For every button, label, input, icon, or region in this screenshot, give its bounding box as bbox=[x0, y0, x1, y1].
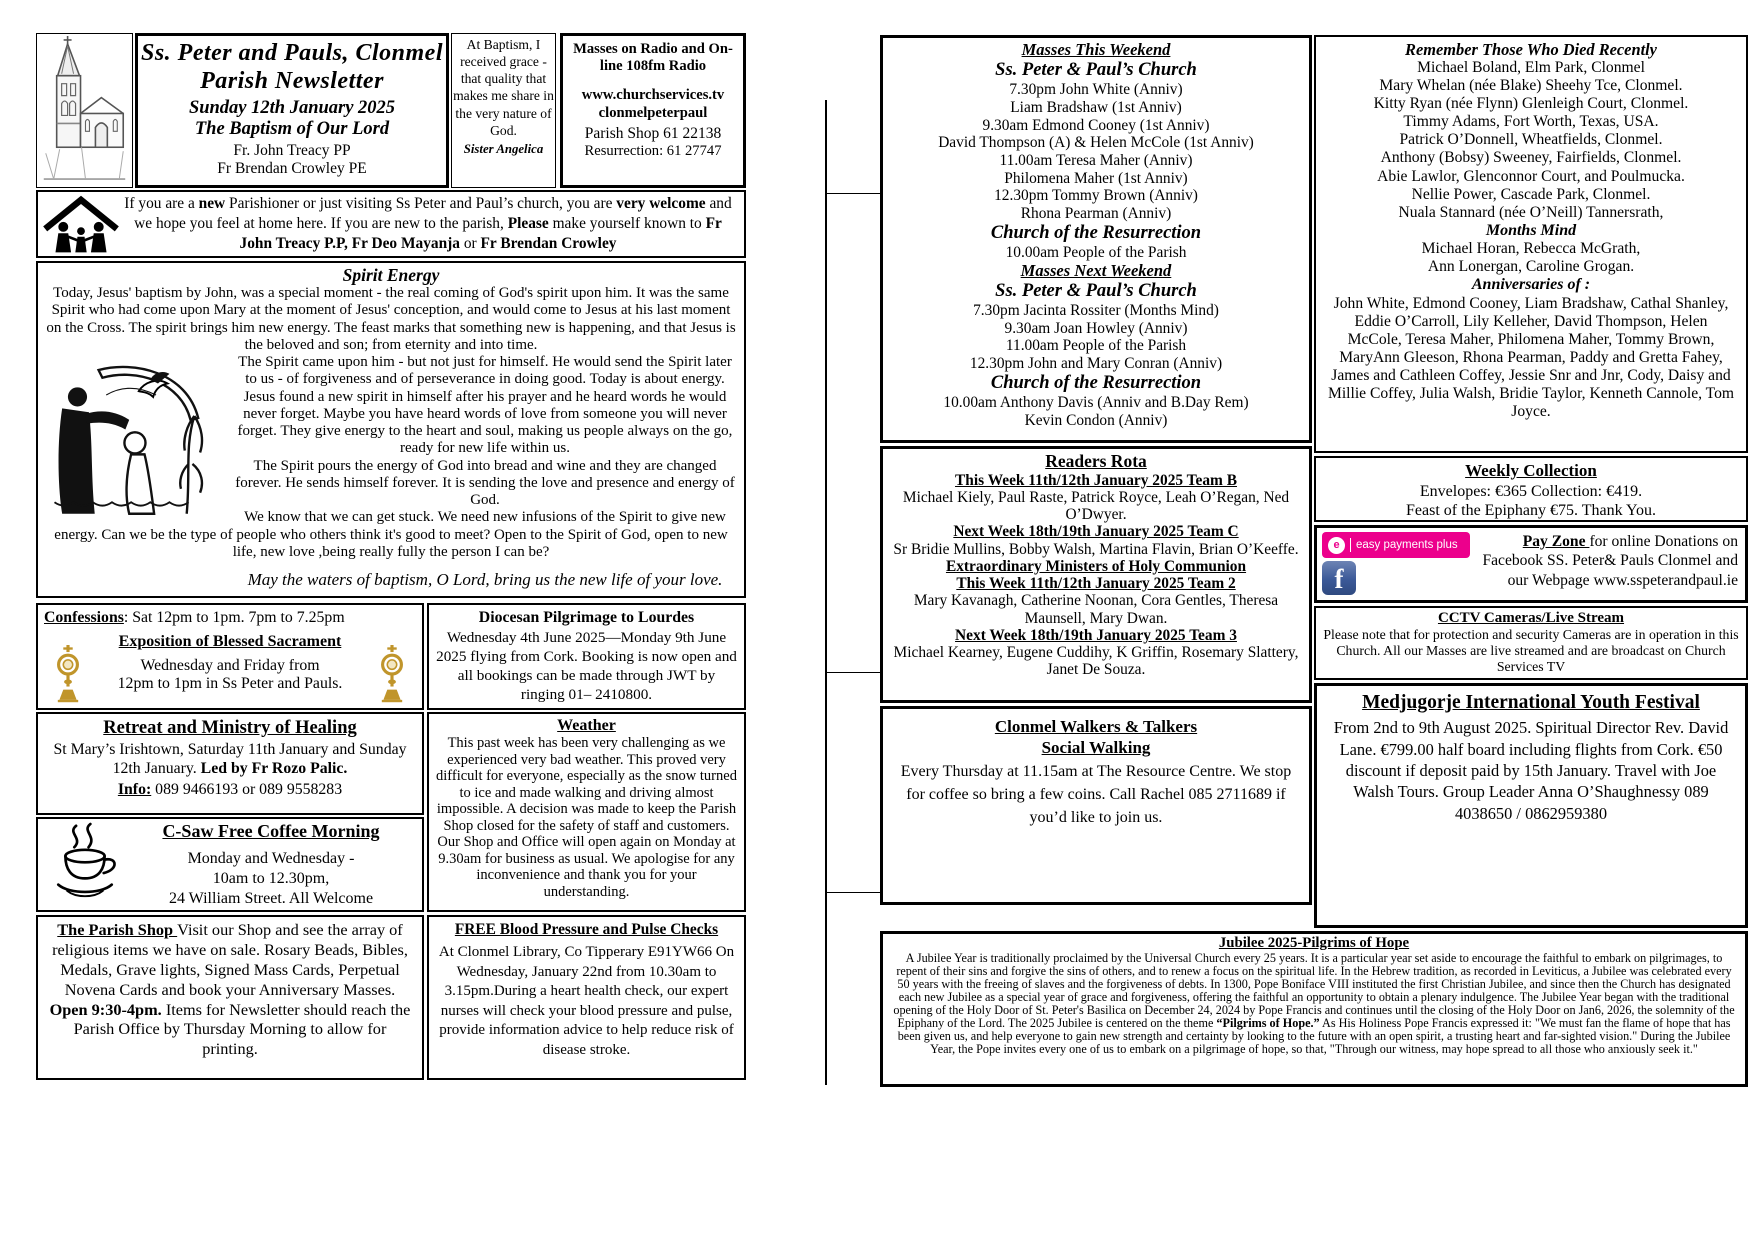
months-mind-title: Months Mind bbox=[1485, 221, 1577, 239]
monstrance-icon bbox=[378, 645, 406, 703]
readers-rota-box bbox=[880, 446, 1312, 703]
parish-shop-phone: Parish Shop 61 22138 bbox=[584, 124, 722, 142]
resurrection-phone: Resurrection: 61 27747 bbox=[584, 143, 722, 160]
church-photo-box bbox=[36, 33, 133, 188]
article-paragraph-2: The Spirit came upon him - but not just for himself. He would send the Spirit later to us - of forgiveness and of perseverance in doing good. Today is about energy. Jesus found a new spirit in himself after his prayer and he heard words he would never forget. Maybe you have heard words of love from someone you will never forget. They give energy to the heart and soul, making us people always on the go, ready for new life within us. bbox=[237, 354, 733, 457]
cctv-notice-box bbox=[1314, 606, 1748, 680]
pay-zone-box bbox=[1314, 525, 1748, 603]
exposition-line-1: Wednesday and Friday from bbox=[140, 657, 320, 674]
medjugorje-festival-box bbox=[1314, 683, 1748, 928]
rota-week-heading: Next Week 18th/19th January 2025 Team 3 bbox=[955, 626, 1237, 644]
deceased-entry: Patrick O’Donnell, Wheatfields, Clonmel. bbox=[1399, 131, 1663, 149]
weekly-collection-box bbox=[1314, 456, 1748, 522]
issue-date: Sunday 12th January 2025 bbox=[188, 98, 396, 119]
church-name: Church of the Resurrection bbox=[990, 372, 1202, 393]
coffee-morning-box bbox=[36, 817, 424, 912]
church-name: Ss. Peter & Paul’s Church bbox=[995, 280, 1197, 301]
quote-text: At Baptism, I received grace -that quality that makes me share in the very nature of God. bbox=[453, 37, 554, 138]
newsletter-title-line1: Ss. Peter and Pauls, Clonmel bbox=[140, 40, 444, 66]
deceased-entry: Nuala Stannard (née O’Neill) Tannersrath, bbox=[1398, 203, 1664, 221]
monstrance-icon bbox=[54, 645, 82, 703]
mass-intention: 9.30am Edmond Cooney (1st Anniv) bbox=[982, 116, 1210, 134]
mass-intention: Liam Bradshaw (1st Anniv) bbox=[1010, 98, 1182, 116]
anniversaries-title: Anniversaries of : bbox=[1471, 276, 1591, 294]
weather-body: This past week has been very challenging as we experienced very bad weather. This proved very difficult for everyone, especially as the snow turned to ice and made walking and driving almost impossible. A decision was made to keep the Parish Shop closed for the safety of staff and customers. Our Shop and Office will open again on Monday at 9.30am for business as usual. We apologise for any inconvenience and thank you for your understanding. bbox=[436, 735, 737, 900]
collection-amounts: Envelopes: €365 Collection: €419. bbox=[1419, 482, 1643, 500]
webcam-channel: clonmelpeterpaul bbox=[598, 104, 708, 121]
lourdes-title: Diocesan Pilgrimage to Lourdes bbox=[478, 609, 695, 626]
retreat-box bbox=[36, 712, 424, 815]
exposition-line-2: 12pm to 1pm in Ss Peter and Pauls. bbox=[117, 675, 343, 692]
anniversaries-names: John White, Edmond Cooney, Liam Bradshaw, Cathal Shanley, Eddie O’Carroll, Lily Kelleher, David Thompson, Helen McCole, Teresa Maher, Philomena Maher, Tommy Brown, MaryAnn Gleeson, Rhona Pearman, Paddy and Gretta Fahey, James and Cathleen Coffey, Jessie Snr and Jnr, Cody, Daisy and Millie Coffey, Julia Walsh, Bridie Taylor, Kenneth Cannole, Tom Joyce. bbox=[1327, 294, 1735, 421]
deceased-entry: Kitty Ryan (née Flynn) Glenleigh Court, Clonmel. bbox=[1373, 95, 1689, 113]
coffee-line-2: 10am to 12.30pm, bbox=[212, 869, 330, 887]
deceased-entry: Anthony (Bobsy) Sweeney, Fairfields, Clonmel. bbox=[1380, 149, 1682, 167]
coffee-title: C-Saw Free Coffee Morning bbox=[162, 821, 380, 842]
weather-title: Weather bbox=[557, 717, 616, 734]
newsletter-title-line2: Parish Newsletter bbox=[200, 67, 384, 94]
rota-names: Michael Kearney, Eugene Cuddihy, K Griffin, Rosemary Slattery, Janet De Souza. bbox=[893, 644, 1299, 679]
mass-intention: Philomena Maher (1st Anniv) bbox=[1004, 169, 1188, 187]
readers-rota-title: Readers Rota bbox=[1045, 451, 1147, 471]
blood-pressure-title: FREE Blood Pressure and Pulse Checks bbox=[454, 921, 719, 938]
mass-intention: Rhona Pearman (Anniv) bbox=[1020, 205, 1172, 223]
gutter-divider bbox=[825, 892, 880, 893]
confessions-box bbox=[36, 603, 424, 710]
priest-name-1: Fr. John Treacy PP bbox=[233, 142, 351, 160]
gutter-divider bbox=[825, 193, 880, 194]
mass-intention: David Thompson (A) & Helen McCole (1st Anniv) bbox=[938, 134, 1254, 152]
collection-title: Weekly Collection bbox=[1465, 461, 1597, 480]
months-mind-entry: Michael Horan, Rebecca McGrath, bbox=[1421, 240, 1641, 258]
gutter-divider bbox=[825, 672, 880, 673]
coffee-line-1: Monday and Wednesday - bbox=[187, 849, 355, 867]
epiphany-amount: Feast of the Epiphany €75. Thank You. bbox=[1406, 502, 1656, 520]
jubilee-title: Jubilee 2025-Pilgrims of Hope bbox=[1218, 935, 1410, 951]
page-fold-line bbox=[825, 100, 827, 1085]
blood-pressure-box bbox=[427, 915, 746, 1080]
radio-info-box bbox=[560, 33, 746, 188]
facebook-icon: f bbox=[1322, 561, 1356, 595]
mass-intention: 7.30pm Jacinta Rossiter (Months Mind) bbox=[973, 302, 1219, 320]
mass-intention: 12.30pm Tommy Brown (Anniv) bbox=[994, 187, 1198, 205]
mass-intention: Kevin Condon (Anniv) bbox=[1024, 411, 1168, 429]
rota-week-heading: Next Week 18th/19th January 2025 Team C bbox=[953, 523, 1239, 541]
mass-intention: 7.30pm John White (Anniv) bbox=[1009, 81, 1183, 99]
mass-intention: 10.00am People of the Parish bbox=[1005, 244, 1187, 262]
easy-payments-icon: e bbox=[1328, 537, 1345, 554]
logo-divider bbox=[1350, 538, 1351, 552]
parish-shop-text: The Parish Shop Visit our Shop and see the array of religious items we have on sale. Rosary Beads, Bibles, Medals, Grave lights, Signed Mass Cards, Perpetual Novena Cards and book your Anniversary Masses. Open 9:30-4pm. Items for Newsletter should reach the Parish Office by Thursday Morning to allow for printing. bbox=[49, 920, 411, 1059]
pay-zone-text: Pay Zone for online Donations on Facebook SS. Peter& Pauls Clonmel and our Webpage www.sspeterandpaul.ie bbox=[1482, 533, 1738, 589]
deceased-entry: Mary Whelan (née Blake) Sheehy Tce, Clonmel. bbox=[1379, 77, 1683, 95]
welcome-box bbox=[36, 190, 746, 258]
lourdes-pilgrimage-box bbox=[427, 603, 746, 710]
mass-intention: 11.00am Teresa Maher (Anniv) bbox=[999, 152, 1193, 170]
rota-names: Michael Kiely, Paul Raste, Patrick Royce, Leah O’Regan, Ned O’Dwyer. bbox=[902, 488, 1290, 524]
medjugorje-details: From 2nd to 9th August 2025. Spiritual Director Rev. David Lane. €799.00 half board including flights from Cork. €50 discount if deposit paid by 15th January. Travel with Joe Walsh Tours. Group Leader Anna O’Shaughnessy 089 4038650 / 0862959380 bbox=[1333, 718, 1729, 823]
mass-intention: 12.30pm John and Mary Conran (Anniv) bbox=[969, 355, 1223, 373]
webcam-url: www.churchservices.tv bbox=[581, 87, 725, 104]
walkers-title: Clonmel Walkers & Talkers bbox=[994, 717, 1198, 736]
retreat-details: St Mary’s Irishtown, Saturday 11th January and Sunday 12th January. Led by Fr Rozo Palic. bbox=[53, 740, 407, 777]
article-title: Spirit Energy bbox=[342, 265, 440, 285]
months-mind-entry: Ann Lonergan, Caroline Grogan. bbox=[1427, 258, 1635, 276]
page-2 bbox=[822, 35, 1748, 1087]
quote-attribution: Sister Angelica bbox=[463, 141, 544, 156]
blood-pressure-body: At Clonmel Library, Co Tipperary E91YW66 On Wednesday, January 22nd from 10.30am to 3.15pm.During a heart health check, our expert nurses will check your blood pressure and pulse, provide information advice to help reduce risk of disease stroke. bbox=[438, 944, 735, 1058]
easy-payments-plus-logo bbox=[1322, 532, 1470, 558]
rota-names: Sr Bridie Mullins, Bobby Walsh, Martina Flavin, Brian O’Keeffe. bbox=[893, 540, 1299, 558]
article-paragraph-1: Today, Jesus' baptism by John, was a special moment - the real coming of God's spirit upon him. It was the same Spirit who had come upon Mary at the moment of Jesus' conception, and would come to Jesus at his last moment on the Cross. The spirit brings him new energy. The feast marks that something new is happening, and that Jesus is the beloved and son; from eternity and into time. bbox=[46, 285, 736, 353]
coffee-line-3: 24 William Street. All Welcome bbox=[168, 889, 374, 907]
retreat-info-line: Info: 089 9466193 or 089 9558283 bbox=[117, 781, 343, 799]
exposition-title: Exposition of Blessed Sacrament bbox=[118, 633, 342, 650]
deceased-entry: Timmy Adams, Fort Worth, Texas, USA. bbox=[1403, 113, 1659, 131]
lourdes-details: Wednesday 4th June 2025—Monday 9th June 2025 flying from Cork. Booking is now open and all bookings can be made through JWT by ringing 01– 2410800. bbox=[436, 628, 737, 703]
masses-schedule-box bbox=[880, 35, 1312, 443]
cctv-body: Please note that for protection and security Cameras are in operation in this Church. All our Masses are live streamed and are broadcast on Church Services TV bbox=[1323, 627, 1739, 675]
church-sketch-image bbox=[37, 34, 130, 185]
walkers-talkers-box bbox=[880, 706, 1312, 905]
feast-title: The Baptism of Our Lord bbox=[194, 119, 390, 140]
masthead-box bbox=[135, 33, 449, 188]
family-home-icon bbox=[42, 194, 120, 254]
walkers-details: Every Thursday at 11.15am at The Resource Centre. We stop for coffee so bring a few coins. Call Rachel 085 2711689 if you’d like to join us. bbox=[900, 763, 1292, 826]
deaths-title: Remember Those Who Died Recently bbox=[1405, 40, 1657, 59]
rota-names: Mary Kavanagh, Catherine Noonan, Cora Gentles, Theresa Maunsell, Mary Dwan. bbox=[913, 592, 1279, 627]
masses-this-weekend-heading: Masses This Weekend bbox=[1021, 40, 1171, 59]
cctv-title: CCTV Cameras/Live Stream bbox=[1437, 610, 1625, 626]
spirit-energy-article bbox=[36, 261, 746, 598]
easy-payments-label: easy payments plus bbox=[1356, 539, 1458, 551]
page-1 bbox=[36, 33, 746, 1080]
mass-intention: 11.00am People of the Parish bbox=[1005, 337, 1187, 355]
confessions-times: Confessions: Sat 12pm to 1pm. 7pm to 7.25pm bbox=[44, 609, 345, 626]
weather-notice-box bbox=[427, 712, 746, 912]
ministers-heading: Extraordinary Ministers of Holy Communion bbox=[945, 557, 1247, 575]
deceased-entry: Nellie Power, Cascade Park, Clonmel. bbox=[1411, 185, 1651, 203]
baptism-of-jesus-image bbox=[43, 356, 225, 524]
masses-next-weekend-heading: Masses Next Weekend bbox=[1020, 260, 1172, 280]
deceased-entry: Abie Lawlor, Glenconnor Court, and Poulmucka. bbox=[1377, 167, 1685, 185]
article-paragraph-3: The Spirit pours the energy of God into bread and wine and they are changed forever. He sends himself forever. It is sending the love and presence and energy of God. bbox=[235, 457, 735, 509]
church-name: Ss. Peter & Paul’s Church bbox=[995, 59, 1197, 80]
social-walking-subtitle: Social Walking bbox=[1041, 738, 1151, 758]
article-paragraph-4: We know that we can get stuck. We need new infusions of the Spirit to give new energy. Can we be the type of people who others think it's good to meet? Open to the Spirit of God, open to new life, new love ,being really fully the person I can be? bbox=[54, 509, 728, 560]
coffee-cup-icon bbox=[44, 822, 126, 908]
jubilee-article-box bbox=[880, 931, 1748, 1087]
radio-heading: Masses on Radio and On-line 108fm Radio bbox=[573, 41, 733, 75]
medjugorje-title: Medjugorje International Youth Festival bbox=[1362, 692, 1700, 713]
mass-intention: 9.30am Joan Howley (Anniv) bbox=[1004, 319, 1188, 337]
priest-name-2: Fr Brendan Crowley PE bbox=[217, 160, 367, 178]
deceased-entry: Michael Boland, Elm Park, Clonmel bbox=[1417, 59, 1645, 77]
retreat-title: Retreat and Ministry of Healing bbox=[103, 718, 357, 738]
jubilee-body: A Jubilee Year is traditionally proclaimed by the Universal Church every 25 years. It is a particular year set aside to encourage the faithful to embark on pilgrimages, to repent of their sins and forgive the sins of others, and to renew a focus on the spiritual life. In the Hebrew tradition, as recorded in Leviticus, a Jubilee was celebrated every 50 years with the freeing of slaves and the forgiveness of debts. In 1300, Pope Boniface VIII instituted the first Christian Jubilee, and since then the Church has designated each new Jubilee as a special year of grace and forgiveness, offering the faithful an opportunity to obtain a plenary indulgence. The Jubilee Year began with the traditional opening of the Holy Door of St. Peter's Basilica on December 24, 2024 by Pope Francis and continues until the closing of the Holy Door on Jan6, 2026, the solemnity of the Epiphany of the Lord. The 2025 Jubilee is centered on the theme “Pilgrims of Hope.” As His Holiness Pope Francis expressed it: "We must fan the flame of hope that has been given us, and help everyone to gain new strength and certainty by looking to the future with an open spirit, a trusting heart and far-sighted vision." During the Jubilee Year, the Pope invites every one of us to embark on a pilgrimage of hope, so that, "Through our witness, may hope spread to all those who anxiously seek it." bbox=[893, 950, 1735, 1057]
parish-shop-box bbox=[36, 915, 424, 1080]
mass-intention: 10.00am Anthony Davis (Anniv and B.Day Rem) bbox=[943, 394, 1249, 412]
rota-week-heading: This Week 11th/12th January 2025 Team 2 bbox=[956, 575, 1236, 593]
welcome-message: If you are a new Parishioner or just visiting Ss Peter and Paul’s church, you are very welcome and we hope you feel at home here. If you are new to the parish, Please make yourself known to Fr John Treacy P.P, Fr Deo Mayanja or Fr Brendan Crowley bbox=[124, 194, 732, 253]
baptism-quote-box bbox=[451, 33, 556, 188]
church-name: Church of the Resurrection bbox=[990, 222, 1202, 243]
deaths-remembrance-box bbox=[1314, 35, 1748, 453]
baptism-prayer-line: May the waters of baptism, O Lord, bring us the new life of your love. bbox=[247, 570, 723, 590]
rota-week-heading: This Week 11th/12th January 2025 Team B bbox=[955, 471, 1237, 489]
